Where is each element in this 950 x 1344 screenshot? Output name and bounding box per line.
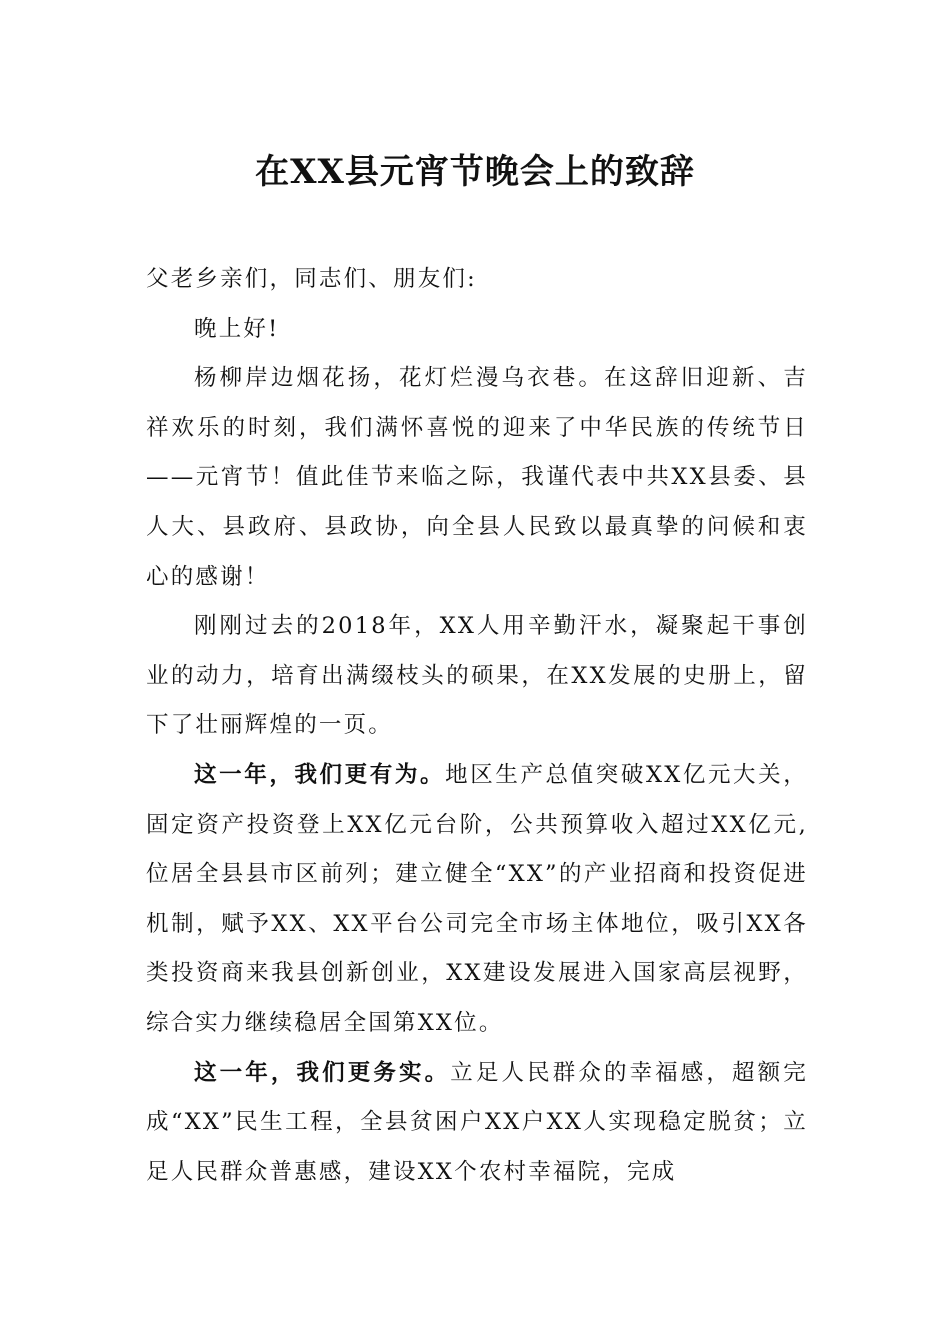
paragraph-festival: 杨柳岸边烟花扬，花灯烂漫乌衣巷。在这辞旧迎新、吉祥欢乐的时刻，我们满怀喜悦的迎来了中华民族的传统节日——元宵节！值此佳节来临之际，我谨代表中共XX县委、县人大、县政府、县政协，向全县人民致以最真挚的问候和衷心的感谢！	[146, 365, 808, 590]
document-body	[146, 255, 808, 1197]
paragraph-pragmatic	[146, 1049, 808, 1198]
greeting: 晚上好!	[194, 315, 280, 342]
salutation: 父老乡亲们，同志们、朋友们:	[146, 266, 477, 292]
paragraph-review-2018: 刚刚过去的2018年，XX人用辛勤汗水，凝聚起干事创业的动力，培育出满缀枝头的硕果，在XX发展的史册上，留下了壮丽辉煌的一页。	[146, 613, 808, 739]
paragraph-achievement	[146, 751, 808, 1049]
paragraph-body-pragmatic: 立足人民群众的幸福感，超额完成“XX”民生工程，全县贫困户XX户XX人实现稳定脱贫；立足人民群众普惠感，建设XX个农村幸福院，完成	[146, 1059, 808, 1185]
paragraph-lead-achievement: 这一年，我们更有为。	[194, 761, 446, 788]
paragraph-lead-pragmatic: 这一年，我们更务实。	[194, 1059, 451, 1086]
paragraph-body-achievement: 地区生产总值突破XX亿元大关，固定资产投资登上XX亿元台阶，公共预算收入超过XX亿元,位居全县县市区前列；建立健全“XX”的产业招商和投资促进机制，赋予XX、XX平台公司完全市场主体地位，吸引XX各类投资商来我县创新创业，XX建设发展进入国家高层视野，综合实力继续稳居全国第XX位。	[146, 761, 808, 1036]
document-title: 在XX县元宵节晚会上的致辞	[255, 152, 695, 192]
